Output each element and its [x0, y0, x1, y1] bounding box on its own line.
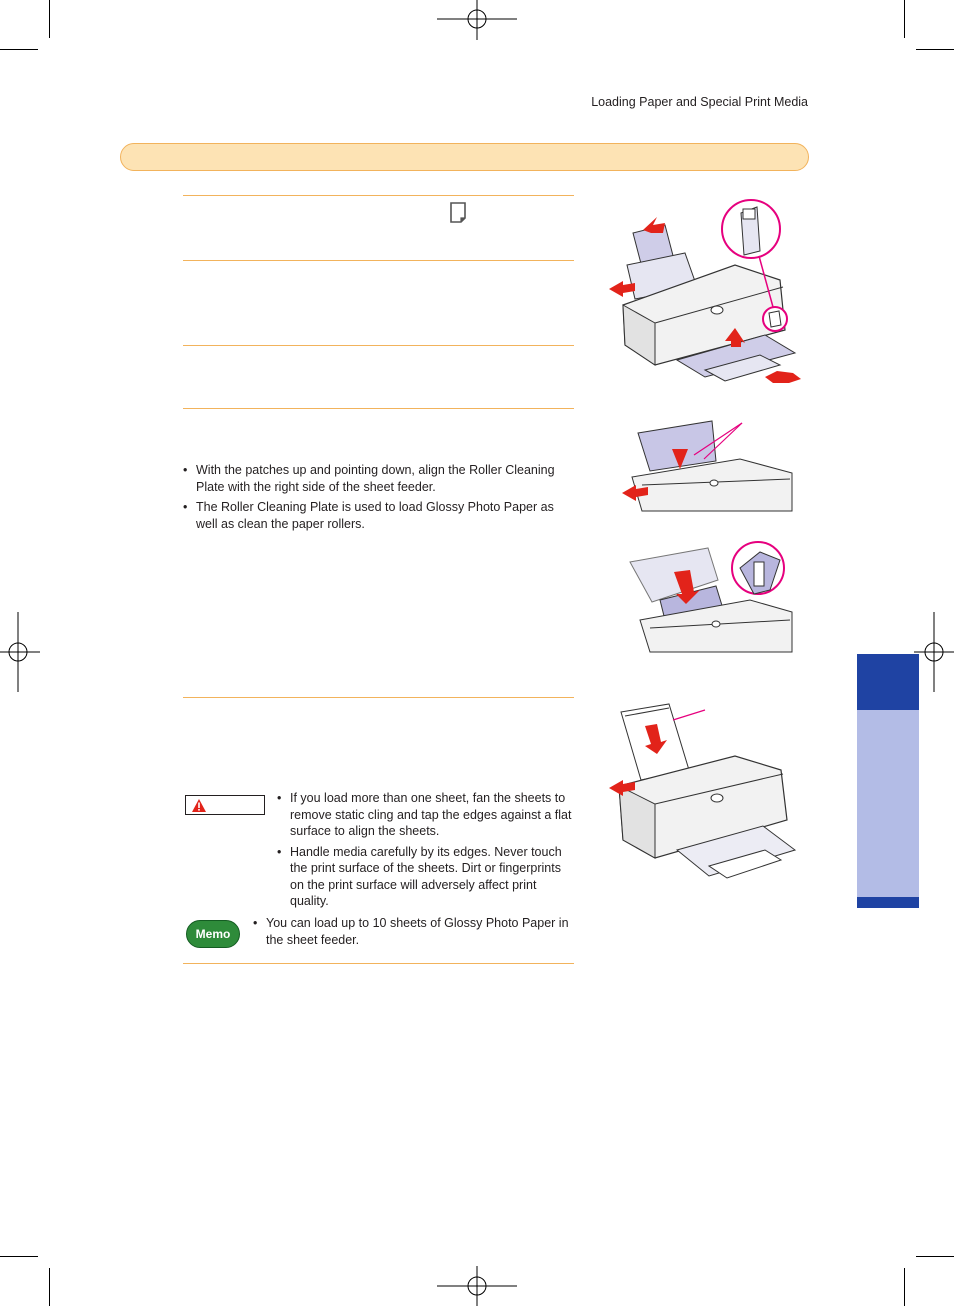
memo-badge: Memo: [186, 920, 240, 948]
warning-icon: [191, 798, 207, 813]
page-icon: [449, 202, 467, 224]
step-divider: [183, 195, 574, 196]
list-item: • You can load up to 10 sheets of Glossy Photo Paper in the sheet feeder.: [253, 915, 575, 948]
registration-mark-left: [0, 612, 42, 692]
chapter-tab-footer: [857, 897, 919, 908]
printer-illustration-supports: [605, 195, 810, 395]
caution-list: [277, 790, 573, 914]
step-divider: [183, 963, 574, 964]
registration-mark-top: [437, 0, 517, 42]
registration-mark-bottom: [437, 1266, 517, 1306]
step-divider: [183, 345, 574, 346]
roller-plate-insert-illustration: [620, 540, 800, 655]
chapter-tab-body: [857, 710, 919, 897]
running-header: Loading Paper and Special Print Media: [591, 95, 808, 109]
memo-list: [253, 915, 575, 948]
list-item: • If you load more than one sheet, fan the sheets to remove static cling and tap the edges against a flat surface to align the sheets.: [277, 790, 573, 840]
roller-plate-notes: [183, 462, 575, 536]
step-divider: [183, 260, 574, 261]
list-item: • With the patches up and pointing down, align the Roller Cleaning Plate with the right side of the sheet feeder.: [183, 462, 575, 495]
list-item: • The Roller Cleaning Plate is used to load Glossy Photo Paper as well as clean the paper rollers.: [183, 499, 575, 532]
load-paper-illustration: [605, 700, 805, 890]
chapter-tab: [857, 654, 919, 710]
roller-plate-illustration: [620, 415, 800, 515]
section-title-bar: [120, 143, 809, 171]
step-divider: [183, 408, 574, 409]
step-divider: [183, 697, 574, 698]
list-item: • Handle media carefully by its edges. Never touch the print surface of the sheets. Dirt or fingerprints on the print surface will adversely affect print quality.: [277, 844, 573, 910]
caution-label: [185, 795, 265, 815]
